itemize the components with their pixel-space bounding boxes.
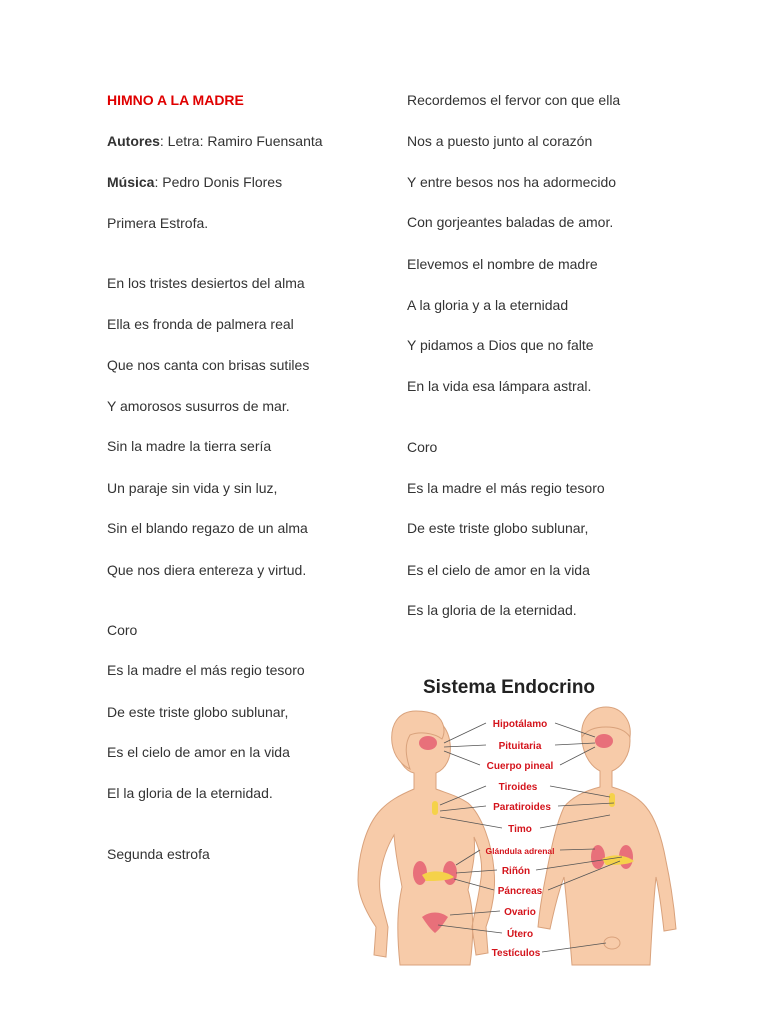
coro-line: Es la madre el más regio tesoro: [407, 480, 605, 496]
label-thymus: Timo: [508, 824, 532, 835]
verse1-line: En los tristes desiertos del alma: [107, 275, 305, 291]
label-pancreas: Páncreas: [497, 886, 543, 897]
female-body-illustration: [358, 711, 495, 965]
verse2-line: Recordemos el fervor con que ella: [407, 92, 621, 108]
verse2-line: En la vida esa lámpara astral.: [407, 378, 592, 394]
segunda-estrofa-heading: Segunda estrofa: [107, 846, 210, 862]
coro-line: Es la madre el más regio tesoro: [107, 662, 305, 678]
verse1-line: Un paraje sin vida y sin luz,: [107, 480, 278, 496]
coro-heading: Coro: [107, 622, 138, 638]
label-ovary: Ovario: [504, 907, 536, 918]
verse1-line: Que nos diera entereza y virtud.: [107, 562, 307, 578]
coro-heading: Coro: [407, 439, 438, 455]
label-kidney: Riñón: [501, 866, 531, 877]
coro-line: Es el cielo de amor en la vida: [407, 562, 590, 578]
label-pineal-body: Cuerpo pineal: [486, 761, 554, 772]
male-hypothalamus: [595, 734, 613, 748]
verse1-line: Sin el blando regazo de un alma: [107, 520, 308, 536]
female-kidney: [413, 861, 427, 885]
label-thyroid: Tiroides: [498, 782, 538, 793]
label-adrenal-gland: Glándula adrenal: [485, 846, 555, 856]
male-testicles: [604, 937, 620, 949]
verse2-line: Elevemos el nombre de madre: [407, 256, 598, 272]
authors-value: : Letra: Ramiro Fuensanta: [159, 133, 323, 149]
music-label: Música: [107, 174, 155, 190]
coro-line: Es el cielo de amor en la vida: [107, 744, 290, 760]
coro-line: De este triste globo sublunar,: [407, 520, 589, 536]
verse2-line: Y pidamos a Dios que no falte: [407, 337, 594, 353]
male-body-illustration: [538, 707, 676, 965]
verse1-line: Sin la madre la tierra sería: [107, 438, 272, 454]
verse2-line: Nos a puesto junto al corazón: [407, 133, 593, 149]
figure-title: Sistema Endocrino: [422, 677, 596, 698]
authors-line: [107, 132, 323, 150]
female-hypothalamus: [419, 736, 437, 750]
male-thyroid: [609, 793, 615, 807]
label-hypothalamus: Hipotálamo: [492, 719, 548, 730]
endocrine-system-figure: [350, 665, 690, 970]
verse1-line: Ella es fronda de palmera real: [107, 316, 294, 332]
authors-label: Autores: [107, 133, 160, 149]
coro-line: Es la gloria de la eternidad.: [407, 602, 577, 618]
label-testicles: Testículos: [491, 948, 541, 959]
verse2-line: Con gorjeantes baladas de amor.: [407, 214, 614, 230]
hymn-title: HIMNO A LA MADRE: [107, 92, 244, 108]
verse1-line: Y amorosos susurros de mar.: [107, 398, 290, 414]
male-kidney: [591, 845, 605, 869]
coro-line: De este triste globo sublunar,: [107, 704, 289, 720]
music-value: : Pedro Donis Flores: [154, 174, 283, 190]
female-thyroid: [432, 801, 438, 815]
music-line: [107, 173, 282, 191]
verse1-line: Que nos canta con brisas sutiles: [107, 357, 310, 373]
verse2-line: Y entre besos nos ha adormecido: [407, 174, 617, 190]
label-pituitary: Pituitaria: [498, 741, 542, 752]
label-uterus: Útero: [506, 929, 534, 940]
coro-line: El la gloria de la eternidad.: [107, 785, 273, 801]
verse2-line: A la gloria y a la eternidad: [407, 297, 569, 313]
primera-estrofa-heading: Primera Estrofa.: [107, 215, 209, 231]
label-parathyroid: Paratiroides: [493, 802, 551, 813]
